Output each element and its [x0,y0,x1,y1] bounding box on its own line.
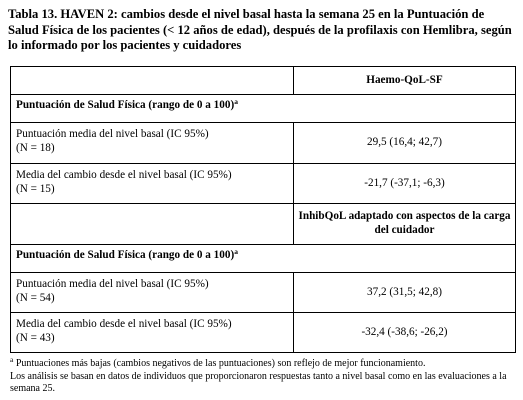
empty-header-cell [11,204,294,245]
row-label: Puntuación media del nivel basal (IC 95%) (N = 18) [11,123,294,164]
footnote-a: $^a$ Puntuaciones más bajas (cambios negativos de las puntuaciones) son reflejo de mejor funcionamiento. [10,355,426,369]
footnote-b: Los análisis se basan en datos de individuos que proporcionaron respuestas tanto a nivel basal como en las evaluaciones a la semana 25. [10,370,507,395]
table-row [11,313,516,353]
empty-header-cell [11,67,294,95]
row-value: 37,2 (31,5; 42,8) [294,273,516,313]
row-label: Media del cambio desde el nivel basal (IC 95%) (N = 43) [11,313,294,353]
table-header-row [11,67,516,95]
row-label: Media del cambio desde el nivel basal (IC 95%) (N = 15) [11,164,294,204]
column-header-haemo-qol: Haemo-QoL-SF [294,67,516,95]
section-label: Puntuación de Salud Física (rango de 0 a 100)$^a$ [11,95,516,123]
table-row [11,123,516,164]
row-value: 29,5 (16,4; 42,7) [294,123,516,164]
section-row [11,245,516,273]
row-label: Puntuación media del nivel basal (IC 95%) (N = 54) [11,273,294,313]
results-table [10,66,516,353]
table-row [11,273,516,313]
table-header-row [11,204,516,245]
section-label: Puntuación de Salud Física (rango de 0 a 100)$^a$ [11,245,516,273]
row-value: -21,7 (-37,1; -6,3) [294,164,516,204]
column-header-inhibqol: InhibQoL adaptado con aspectos de la carga del cuidador [294,204,516,245]
row-value: -32,4 (-38,6; -26,2) [294,313,516,353]
table-row [11,164,516,204]
section-row [11,95,516,123]
footnotes [10,355,516,396]
table-title: Tabla 13. HAVEN 2: cambios desde el nivel basal hasta la semana 25 en la Puntuación de Salud Física de los pacientes (< 12 años de edad), después de la profilaxis con Hemlibra, según lo informado por los pacientes y cuidadores [8,7,512,52]
